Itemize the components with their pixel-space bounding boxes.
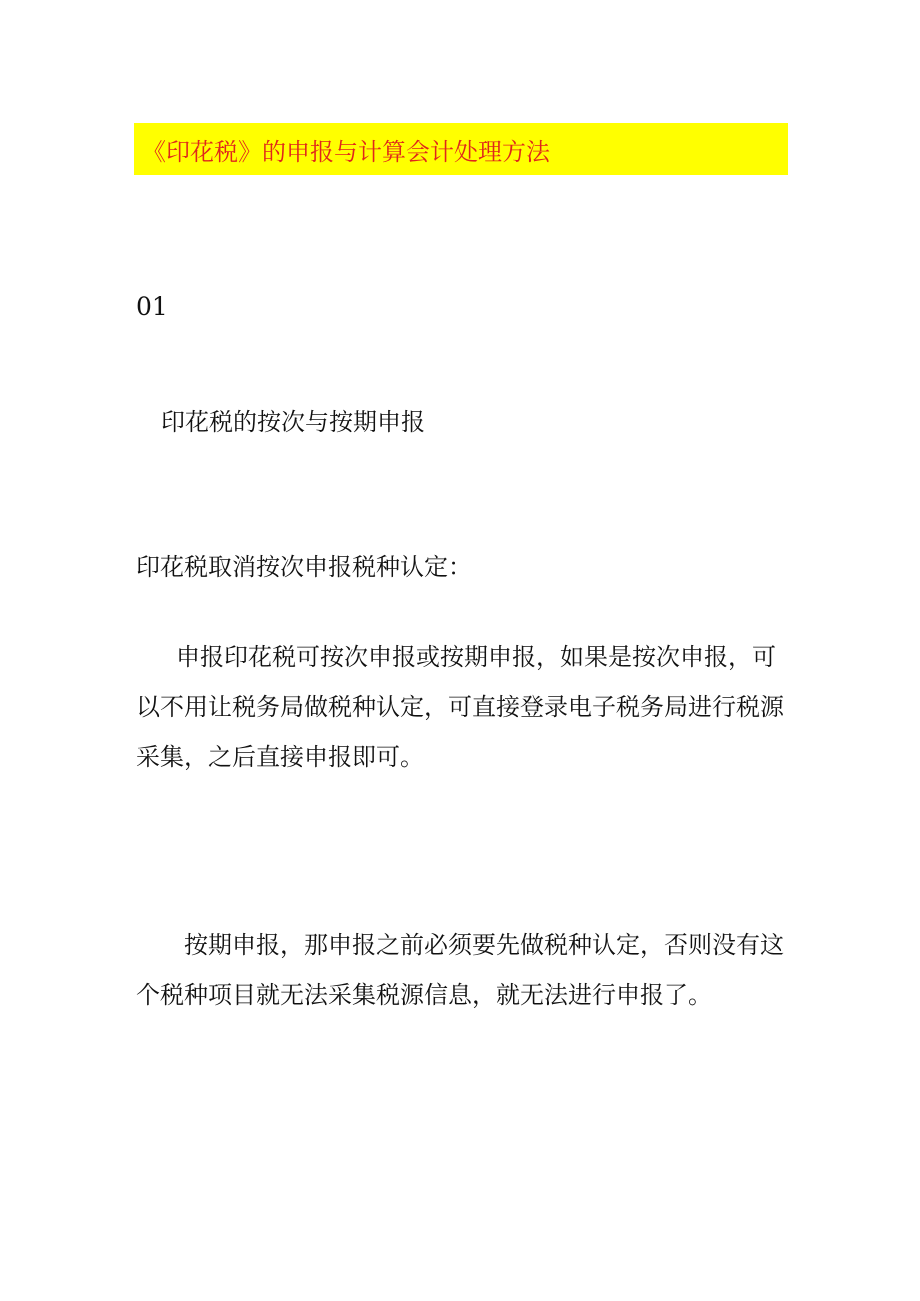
paragraph-2: 按期申报，那申报之前必须要先做税种认定，否则没有这个税种项目就无法采集税源信息，就无法进行申报了。 (136, 931, 784, 1009)
paragraph-1: 申报印花税可按次申报或按期申报，如果是按次申报，可以不用让税务局做税种认定，可直接登录电子税务局进行税源采集，之后直接申报即可。 (136, 643, 784, 771)
section-number: 01 (136, 292, 168, 321)
document-title: 《印花税》的申报与计算会计处理方法 (142, 137, 550, 166)
section-heading: 印花税的按次与按期申报 (161, 408, 425, 436)
title-highlight (134, 123, 788, 175)
subheading: 印花税取消按次申报税种认定： (136, 553, 472, 581)
